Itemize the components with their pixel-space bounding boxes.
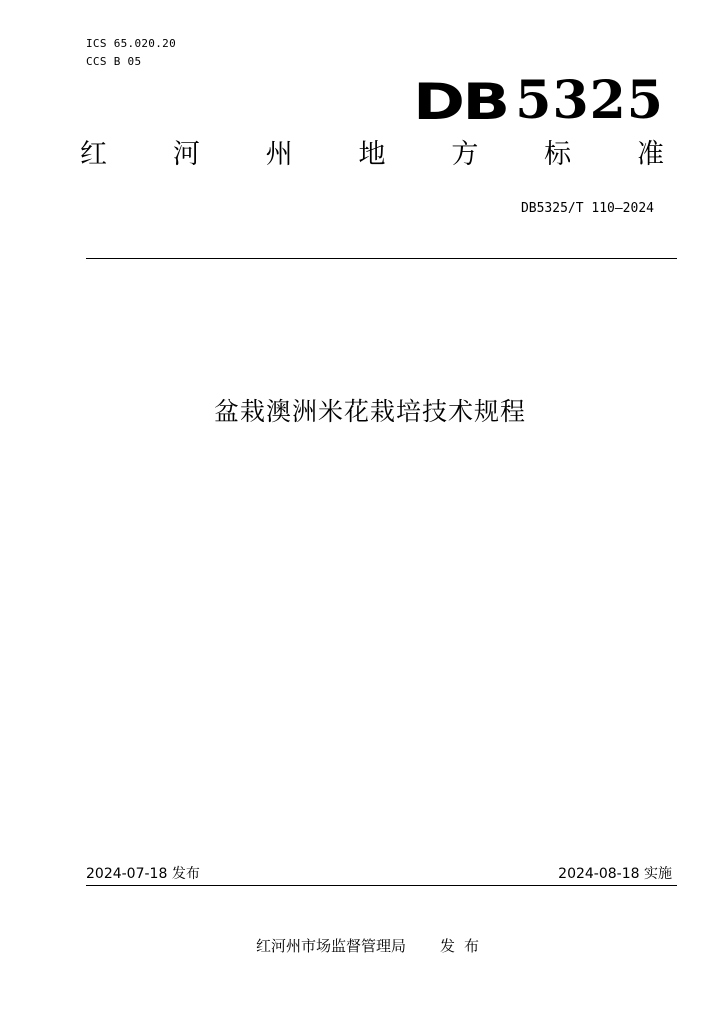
document-title: 盆栽澳洲米花栽培技术规程 (213, 397, 526, 426)
standard-type-heading (80, 138, 664, 172)
logo-code: 5325 (515, 70, 664, 131)
publisher-action: 发布 (440, 937, 489, 955)
standard-type-char: 红 (80, 139, 107, 170)
logo-prefix: DB (412, 73, 508, 131)
issue-date-line (86, 864, 200, 884)
publisher-line (0, 935, 724, 957)
implementation-label: 实施 (644, 866, 672, 882)
ics-code: ICS 65.020.20 (86, 37, 176, 50)
issue-date: 2024-07-18 (86, 866, 168, 882)
standard-type-char: 准 (636, 139, 664, 170)
standard-logo (412, 68, 664, 131)
standard-type-char: 方 (451, 139, 479, 170)
publisher-name: 红河州市场监督管理局 (255, 937, 406, 955)
standard-type-char: 河 (172, 139, 200, 170)
standard-number: DB5325/T 110—2024 (520, 201, 654, 216)
standard-type-char: 州 (265, 139, 293, 170)
issue-label: 发布 (171, 866, 200, 882)
implementation-date-line (558, 864, 672, 884)
standard-type-char: 标 (544, 139, 572, 170)
implementation-date: 2024-08-18 (558, 866, 640, 882)
footer-divider (86, 885, 677, 886)
ccs-code: CCS B 05 (86, 55, 142, 68)
header-divider (86, 258, 677, 259)
standard-type-char: 地 (358, 139, 386, 170)
